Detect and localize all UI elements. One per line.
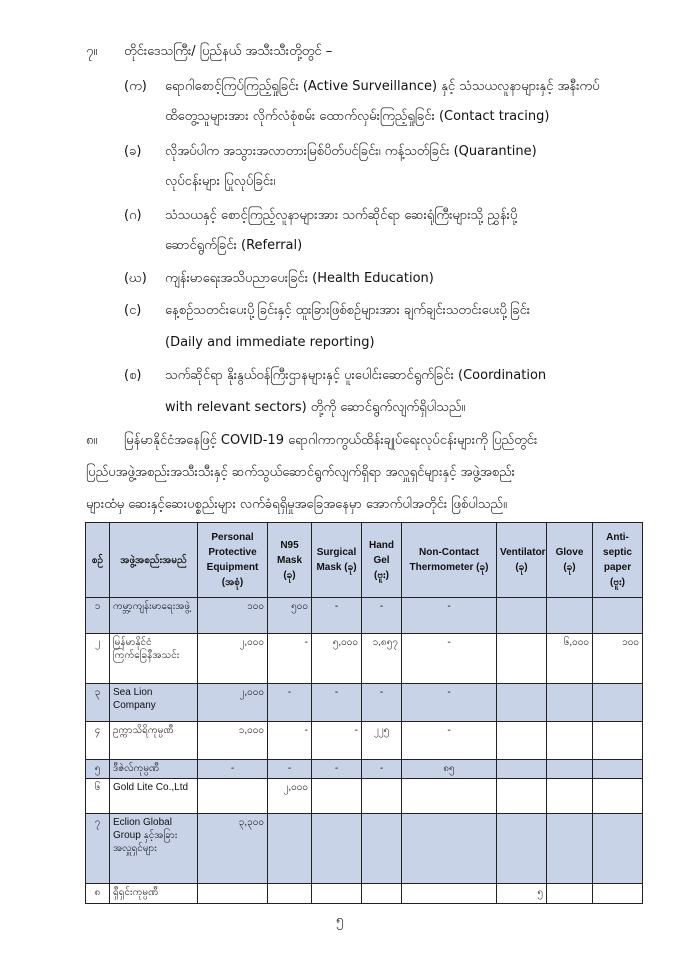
cell	[547, 814, 593, 884]
cell	[497, 760, 547, 779]
cell	[547, 722, 593, 760]
cell: ၈	[86, 884, 110, 904]
item-sa-label: (စ)	[124, 368, 142, 383]
item-ga-label: (ဂ)	[124, 208, 142, 223]
cell	[268, 814, 312, 884]
cell: -	[268, 760, 312, 779]
header-antiseptic: Anti-septic paper (ဗူး)	[593, 523, 643, 598]
cell: ဒီဇဲလ်ကုမ္ပဏီ	[110, 760, 198, 779]
table-row	[86, 814, 643, 884]
item-sa-line1: သက်ဆိုင်ရာ နိုးနွယ်ဝန်ကြီးဌာနများနှင့် ပူးပေါင်းဆောင်ရွက်ခြင်း (Coordination	[165, 368, 547, 383]
table-row	[86, 684, 643, 722]
cell: ၁,၈၅၇	[362, 634, 402, 684]
cell: ၅	[497, 884, 547, 904]
cell: -	[402, 684, 497, 722]
cell	[497, 634, 547, 684]
cell	[593, 814, 643, 884]
item-kha-label: (ခ)	[124, 144, 142, 159]
header-surgical-mask: Surgical Mask (ခု)	[312, 523, 362, 598]
cell: -	[362, 598, 402, 634]
cell	[402, 884, 497, 904]
table-row	[86, 598, 643, 634]
item-gha-line1: ကျန်းမာရေးအသိပညာပေးခြင်း (Health Education)	[165, 271, 434, 286]
cell	[362, 814, 402, 884]
cell	[593, 760, 643, 779]
section-7-number: ၇။	[86, 44, 98, 59]
cell	[593, 884, 643, 904]
table-row	[86, 634, 643, 684]
item-nga-line2: (Daily and immediate reporting)	[165, 335, 375, 350]
cell: ၁၀၀	[593, 634, 643, 684]
cell: ၃	[86, 684, 110, 722]
cell	[547, 760, 593, 779]
header-n95: N95 Mask (ခု)	[268, 523, 312, 598]
header-no: စဉ်	[86, 523, 110, 598]
item-ka-label: (က)	[124, 79, 147, 94]
cell: -	[362, 760, 402, 779]
cell	[198, 779, 268, 814]
cell	[312, 884, 362, 904]
cell: -	[362, 684, 402, 722]
cell	[593, 722, 643, 760]
cell: -	[268, 684, 312, 722]
cell: ၆,၀၀၀	[547, 634, 593, 684]
cell	[402, 779, 497, 814]
header-ventilator: Ventilator (ခု)	[497, 523, 547, 598]
header-ppe: Personal Protective Equipment (အစုံ)	[198, 523, 268, 598]
item-ga-line2: ဆောင်ရွက်ခြင်း (Referral)	[165, 238, 303, 253]
cell: -	[312, 684, 362, 722]
cell	[593, 598, 643, 634]
cell: ကမ္ဘာ့ကျန်းမာရေးအဖွဲ့	[110, 598, 198, 634]
item-kha-line2: လုပ်ငန်းများ ပြုလုပ်ခြင်း၊	[165, 174, 276, 189]
table-row	[86, 760, 643, 779]
item-ka-line2: ထိတွေ့သူများအား လိုက်လံစုံစမ်း ထောက်လှမ်းကြည့်ရှုခြင်း (Contact tracing)	[165, 109, 550, 124]
cell: ၂,၀၀၀	[198, 634, 268, 684]
cell: ၂,၀၀၀	[268, 779, 312, 814]
cell: Sea Lion Company	[110, 684, 198, 722]
cell	[593, 684, 643, 722]
cell	[362, 884, 402, 904]
header-thermometer: Non-Contact Thermometer (ခု)	[402, 523, 497, 598]
page-number: ၅	[335, 913, 344, 928]
cell	[402, 814, 497, 884]
cell: ၃,၃၀၀	[198, 814, 268, 884]
item-nga-line1: နေ့စဉ်သတင်းပေးပို့ခြင်းနှင့် ထူးခြားဖြစ်စဉ်များအား ချက်ချင်းသတင်းပေးပို့ခြင်း	[165, 303, 531, 318]
item-gha-label: (ဃ)	[124, 271, 147, 286]
cell	[547, 884, 593, 904]
table-row	[86, 722, 643, 760]
section-8-line2: ပြည်ပအဖွဲ့အစည်းအသီးသီးနှင့် ဆက်သွယ်ဆောင်ရွက်လျက်ရှိရာ အလှူရှင်များနှင့် အဖွဲ့အစည်း	[86, 465, 515, 480]
section-8-line3: များထံမှ ဆေးနှင့်ဆေးပစ္စည်းများ လက်ခံရရှိမှုအခြေအနေမှာ အောက်ပါအတိုင်း ဖြစ်ပါသည်။	[86, 497, 507, 512]
cell	[497, 814, 547, 884]
cell: ၂,၀၀၀	[198, 684, 268, 722]
cell: -	[312, 598, 362, 634]
cell	[312, 779, 362, 814]
cell	[547, 598, 593, 634]
cell	[547, 779, 593, 814]
header-glove: Glove (ခု)	[547, 523, 593, 598]
cell	[593, 779, 643, 814]
cell: ၂၂၅	[362, 722, 402, 760]
cell	[312, 814, 362, 884]
section-8-number: ၈။	[86, 433, 98, 448]
item-ka-line1: ရောဂါစောင့်ကြပ်ကြည့်ရှုခြင်း (Active Surveillance) နှင့် သံသယလူနာများနှင့် အနီးကပ်	[165, 79, 600, 94]
table-header-row	[86, 523, 643, 598]
cell	[198, 884, 268, 904]
cell: ၁,၀၀၀	[198, 722, 268, 760]
cell: ၆	[86, 779, 110, 814]
cell: -	[402, 598, 497, 634]
cell: -	[268, 634, 312, 684]
donation-table	[85, 522, 643, 904]
cell: -	[402, 634, 497, 684]
cell: Eclion Global Group နှင့်အခြားအလှူရှင်များ	[110, 814, 198, 884]
cell: -	[268, 722, 312, 760]
section-7-intro: တိုင်းဒေသကြီး/ ပြည်နယ် အသီးသီးတို့တွင် –	[124, 44, 333, 59]
cell: -	[312, 760, 362, 779]
cell: ၅,၀၀၀	[312, 634, 362, 684]
cell: မြန်မာနိုင်ငံကြက်ခြေနီအသင်း	[110, 634, 198, 684]
cell	[497, 779, 547, 814]
table-row	[86, 779, 643, 814]
item-kha-line1: လိုအပ်ပါက အသွားအလာတားမြစ်ပိတ်ပင်ခြင်း၊ ကန့်သတ်ခြင်း (Quarantine)	[165, 144, 537, 159]
cell	[497, 722, 547, 760]
cell	[268, 884, 312, 904]
cell: ၁	[86, 598, 110, 634]
cell: ရှီရှင်းကုမ္ပဏီ	[110, 884, 198, 904]
cell: ၁၀၀	[198, 598, 268, 634]
cell	[362, 779, 402, 814]
cell	[497, 684, 547, 722]
header-organization: အဖွဲ့အစည်းအမည်	[110, 523, 198, 598]
item-sa-line2: with relevant sectors) တို့ကို ဆောင်ရွက်လျက်ရှိပါသည်။	[165, 400, 466, 415]
cell: -	[198, 760, 268, 779]
cell: ၇	[86, 814, 110, 884]
cell	[497, 598, 547, 634]
table-row	[86, 884, 643, 904]
cell: ၂	[86, 634, 110, 684]
cell: Gold Lite Co.,Ltd	[110, 779, 198, 814]
cell: ဥက္ကာသိရိကုမ္ပဏီ	[110, 722, 198, 760]
cell: ၈၅	[402, 760, 497, 779]
cell	[547, 684, 593, 722]
cell: -	[402, 722, 497, 760]
cell: ၅၀၀	[268, 598, 312, 634]
item-nga-label: (င)	[124, 303, 142, 318]
item-ga-line1: သံသယနှင့် စောင့်ကြည့်လူနာများအား သက်ဆိုင်ရာ ဆေးရုံကြီးများသို့ ညွှန်းပို့	[165, 208, 518, 223]
header-hand-gel: Hand Gel (ဗူး)	[362, 523, 402, 598]
cell: -	[312, 722, 362, 760]
section-8-line1: မြန်မာနိုင်ငံအနေဖြင့် COVID-19 ရောဂါကာကွယ်ထိန်းချုပ်ရေးလုပ်ငန်းများကို ပြည်တွင်း	[124, 433, 538, 448]
cell: ၄	[86, 722, 110, 760]
cell: ၅	[86, 760, 110, 779]
